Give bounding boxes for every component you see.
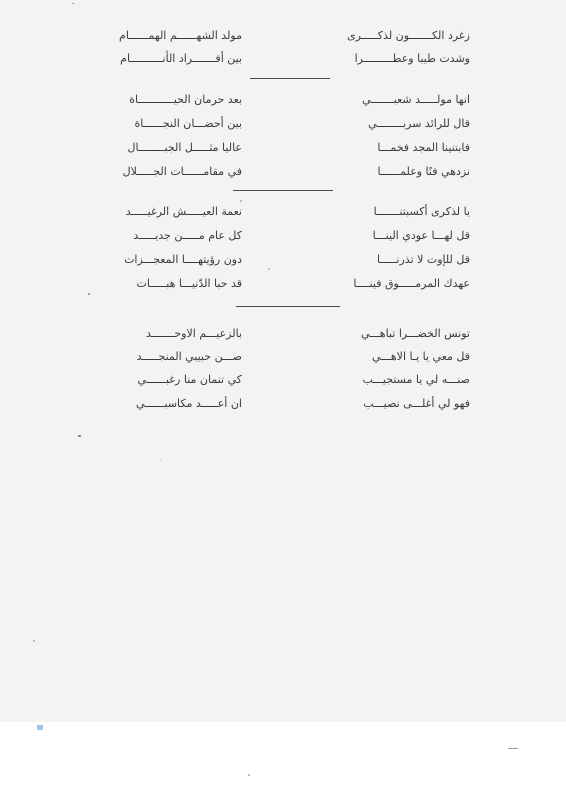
right-hemistich: وشدت طيبا وعطـــــــــرا	[354, 52, 470, 65]
left-hemistich: مولد الشهــــــم الهمــــــام	[119, 29, 242, 42]
poem-line	[0, 114, 566, 134]
poem-line	[0, 26, 566, 46]
poem-line	[0, 394, 566, 414]
left-hemistich: دون رؤيتهــــا المعجـــزات	[124, 253, 242, 266]
scan-speck	[268, 268, 270, 270]
right-hemistich: يا لذكرى أكسبتنـــــــا	[373, 205, 470, 218]
right-hemistich: عهدك المرمـــــوق فينــــا	[353, 277, 470, 290]
left-hemistich: ان أعـــــد مكاسبــــــي	[136, 397, 242, 410]
left-hemistich: صـــن حبيبي المنجـــــد	[136, 350, 242, 363]
scan-speck	[508, 748, 518, 749]
poem-line	[0, 370, 566, 390]
left-hemistich: عاليا مثـــــل الجبــــــــال	[127, 141, 242, 154]
right-hemistich: فهو لي أغلـــى نصيـــب	[363, 397, 470, 410]
poem-line	[0, 250, 566, 270]
right-hemistich: صنـــه لي يا مستجيـــب	[362, 373, 470, 386]
poem-line	[0, 324, 566, 344]
stanza-divider	[233, 190, 333, 191]
left-hemistich: بالزعيـــم الاوحـــــــد	[146, 327, 242, 340]
left-hemistich: في مقامــــــات الجـــــلال	[122, 165, 242, 178]
poem-line	[0, 202, 566, 222]
poem-line	[0, 162, 566, 182]
right-hemistich: فابتنينا المجد فخمـــا	[377, 141, 470, 154]
page-margin	[0, 722, 566, 800]
poem-line	[0, 49, 566, 69]
right-hemistich: قل معي يا يـا الاهـــي	[372, 350, 470, 363]
poem-line	[0, 90, 566, 110]
poem-line	[0, 226, 566, 246]
poem-line	[0, 347, 566, 367]
scan-speck	[33, 640, 35, 642]
left-hemistich: بين أحضـــان النجــــــاة	[134, 117, 242, 130]
left-hemistich: كل عام مـــــن جديـــــد	[133, 229, 242, 242]
right-hemistich: انها مولـــــد شعبـــــــي	[362, 93, 470, 106]
scan-speck	[88, 293, 90, 295]
right-hemistich: قل لهـــا عودي الينـــا	[372, 229, 470, 242]
left-hemistich: بعد حرمان الحيـــــــــــاة	[129, 93, 242, 106]
left-hemistich: بين أفـــــــراد الأنــــــــــام	[120, 52, 242, 65]
right-hemistich: نزدهي فنًا وعلمــــــا	[377, 165, 470, 178]
scan-speck	[72, 3, 74, 4]
scan-speck	[78, 435, 81, 437]
right-hemistich: زغرد الكـــــــون لذكـــــرى	[347, 29, 470, 42]
stanza-divider	[250, 78, 330, 79]
scan-speck	[160, 460, 162, 461]
left-hemistich: كي تنمان منا رغبــــــي	[137, 373, 242, 386]
poem-line	[0, 138, 566, 158]
left-hemistich: نعمة العيـــــش الرغيـــــد	[125, 205, 242, 218]
scan-artifact-mark	[37, 725, 43, 730]
poem-line	[0, 274, 566, 294]
right-hemistich: قال للرائد سربــــــــي	[368, 117, 470, 130]
right-hemistich: تونس الخضـــرا تباهـــي	[360, 327, 470, 340]
scan-speck	[240, 200, 242, 202]
scan-speck	[248, 774, 250, 776]
left-hemistich: قد حبا الدّنيـــا هبـــــات	[136, 277, 242, 290]
stanza-divider	[236, 306, 340, 307]
right-hemistich: قل للإوت لا تذرنـــــا	[376, 253, 470, 266]
